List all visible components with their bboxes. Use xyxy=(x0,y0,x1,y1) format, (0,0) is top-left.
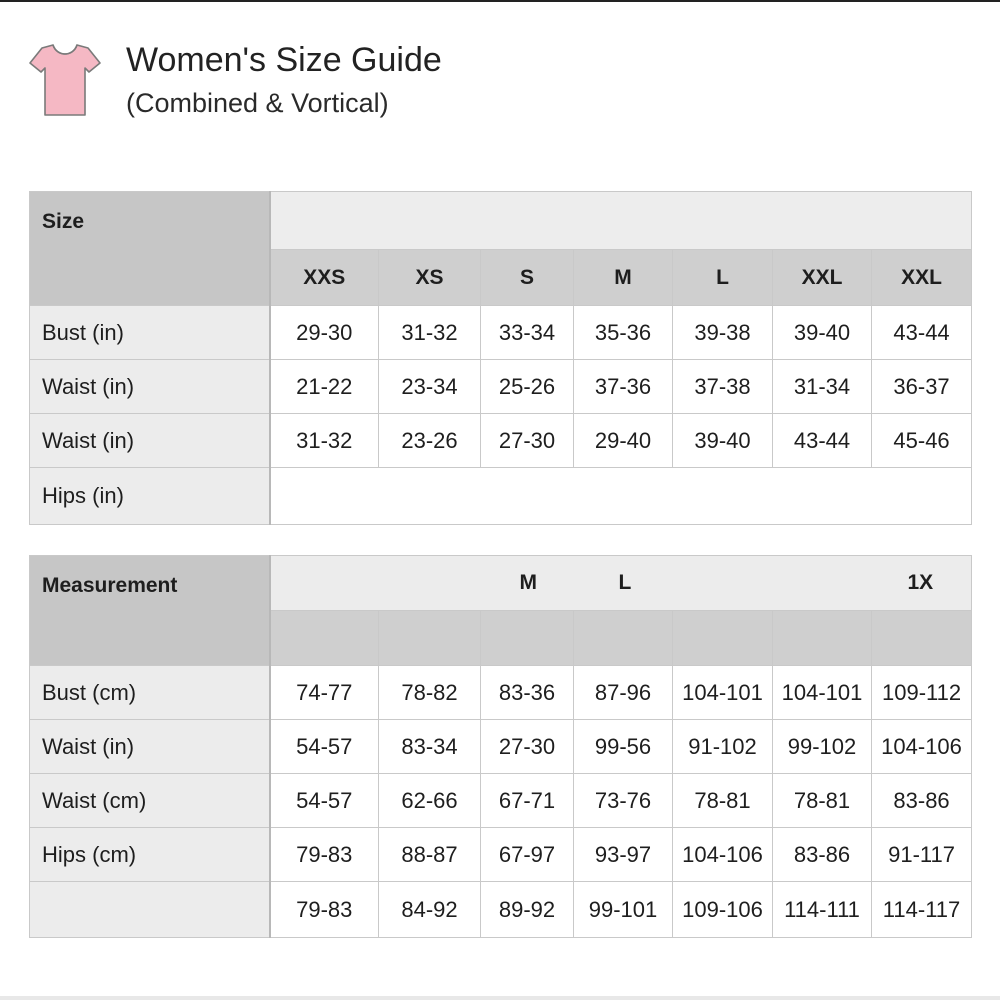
size-column-header: S xyxy=(481,250,574,306)
table-cell: 83-34 xyxy=(379,720,481,774)
table-cell: 31-34 xyxy=(773,360,872,414)
row-label: Waist (in) xyxy=(30,720,270,774)
table-cell: 83-86 xyxy=(773,828,872,882)
row-label: Waist (cm) xyxy=(30,774,270,828)
table-cell: 29-40 xyxy=(574,414,673,468)
table-cell: 87-96 xyxy=(574,666,673,720)
band-label-1x: 1X xyxy=(907,571,934,594)
table-cell: 114-117 xyxy=(872,882,972,938)
row-label: Waist (in) xyxy=(30,414,270,468)
table-cell: 31-32 xyxy=(379,306,481,360)
size-column-header xyxy=(270,611,379,666)
band-label-m: M xyxy=(519,571,537,594)
row-label: Hips (in) xyxy=(30,468,270,525)
table-cell: 91-102 xyxy=(673,720,773,774)
table-cell: 33-34 xyxy=(481,306,574,360)
table-cell: 37-38 xyxy=(673,360,773,414)
table-cell: 39-38 xyxy=(673,306,773,360)
table-cell: 79-83 xyxy=(270,882,379,938)
table-row xyxy=(30,306,972,360)
table-cell: 29-30 xyxy=(270,306,379,360)
table-cell: 62-66 xyxy=(379,774,481,828)
table-cell: 78-82 xyxy=(379,666,481,720)
table-cell: 79-83 xyxy=(270,828,379,882)
size-column-header: XS xyxy=(379,250,481,306)
table-cell: 114-111 xyxy=(773,882,872,938)
size-column-header xyxy=(574,611,673,666)
top-border xyxy=(0,0,1000,2)
table-cell: 104-101 xyxy=(673,666,773,720)
table-row xyxy=(30,666,972,720)
table-row xyxy=(30,828,972,882)
table-cell: 27-30 xyxy=(481,720,574,774)
table-cell: 104-101 xyxy=(773,666,872,720)
table-row xyxy=(30,468,972,525)
size-column-header xyxy=(673,611,773,666)
size-column-header: XXL xyxy=(773,250,872,306)
table-cell: 21-22 xyxy=(270,360,379,414)
table-cell: 43-44 xyxy=(872,306,972,360)
table-cell: 43-44 xyxy=(773,414,872,468)
table-corner-label: Size xyxy=(30,192,270,306)
table-cell: 78-81 xyxy=(773,774,872,828)
table-cell: 91-117 xyxy=(872,828,972,882)
table-cell: 104-106 xyxy=(872,720,972,774)
header-band xyxy=(270,192,972,250)
size-column-header: M xyxy=(574,250,673,306)
table-cell: 36-37 xyxy=(872,360,972,414)
page-title: Women's Size Guide xyxy=(126,41,442,79)
table-row xyxy=(30,360,972,414)
size-column-header: L xyxy=(673,250,773,306)
row-label: Bust (cm) xyxy=(30,666,270,720)
table-cell: 99-102 xyxy=(773,720,872,774)
table-cell: 35-36 xyxy=(574,306,673,360)
table-row xyxy=(30,414,972,468)
empty-cell xyxy=(270,468,972,525)
table-cell: 74-77 xyxy=(270,666,379,720)
table-cell: 93-97 xyxy=(574,828,673,882)
table-row xyxy=(30,882,972,938)
size-column-header xyxy=(872,611,972,666)
size-column-header xyxy=(773,611,872,666)
bottom-border xyxy=(0,996,1000,1000)
table-cell: 104-106 xyxy=(673,828,773,882)
table-cell: 31-32 xyxy=(270,414,379,468)
table-cell: 23-34 xyxy=(379,360,481,414)
header-band xyxy=(270,556,972,611)
size-column-header xyxy=(481,611,574,666)
size-column-header: XXS xyxy=(270,250,379,306)
table-cell: 78-81 xyxy=(673,774,773,828)
table-cell: 99-56 xyxy=(574,720,673,774)
table-cell: 83-86 xyxy=(872,774,972,828)
header xyxy=(26,38,726,128)
table-cell: 67-97 xyxy=(481,828,574,882)
row-label: Waist (in) xyxy=(30,360,270,414)
table-cell: 73-76 xyxy=(574,774,673,828)
table-corner-label: Measurement xyxy=(30,556,270,666)
table-cell: 23-26 xyxy=(379,414,481,468)
table-cell: 109-112 xyxy=(872,666,972,720)
size-column-header xyxy=(379,611,481,666)
size-column-header: XXL xyxy=(872,250,972,306)
table-cell: 25-26 xyxy=(481,360,574,414)
table-cell: 83-36 xyxy=(481,666,574,720)
table-cell: 88-87 xyxy=(379,828,481,882)
band-label-l: L xyxy=(618,571,632,594)
table-cell: 109-106 xyxy=(673,882,773,938)
table-cell: 39-40 xyxy=(673,414,773,468)
table-cell: 89-92 xyxy=(481,882,574,938)
table-cell: 84-92 xyxy=(379,882,481,938)
table-cell: 45-46 xyxy=(872,414,972,468)
table-cell: 27-30 xyxy=(481,414,574,468)
inch-size-table xyxy=(29,191,972,525)
row-label: Hips (cm) xyxy=(30,828,270,882)
table-row xyxy=(30,720,972,774)
table-cell: 39-40 xyxy=(773,306,872,360)
table-cell: 54-57 xyxy=(270,720,379,774)
table-cell: 37-36 xyxy=(574,360,673,414)
table-cell: 67-71 xyxy=(481,774,574,828)
t-shirt-icon xyxy=(28,42,102,118)
cm-size-table xyxy=(29,555,972,938)
table-row xyxy=(30,774,972,828)
table-cell: 99-101 xyxy=(574,882,673,938)
page-subtitle: (Combined & Vortical) xyxy=(126,88,389,118)
table-cell: 54-57 xyxy=(270,774,379,828)
row-label xyxy=(30,882,270,938)
row-label: Bust (in) xyxy=(30,306,270,360)
